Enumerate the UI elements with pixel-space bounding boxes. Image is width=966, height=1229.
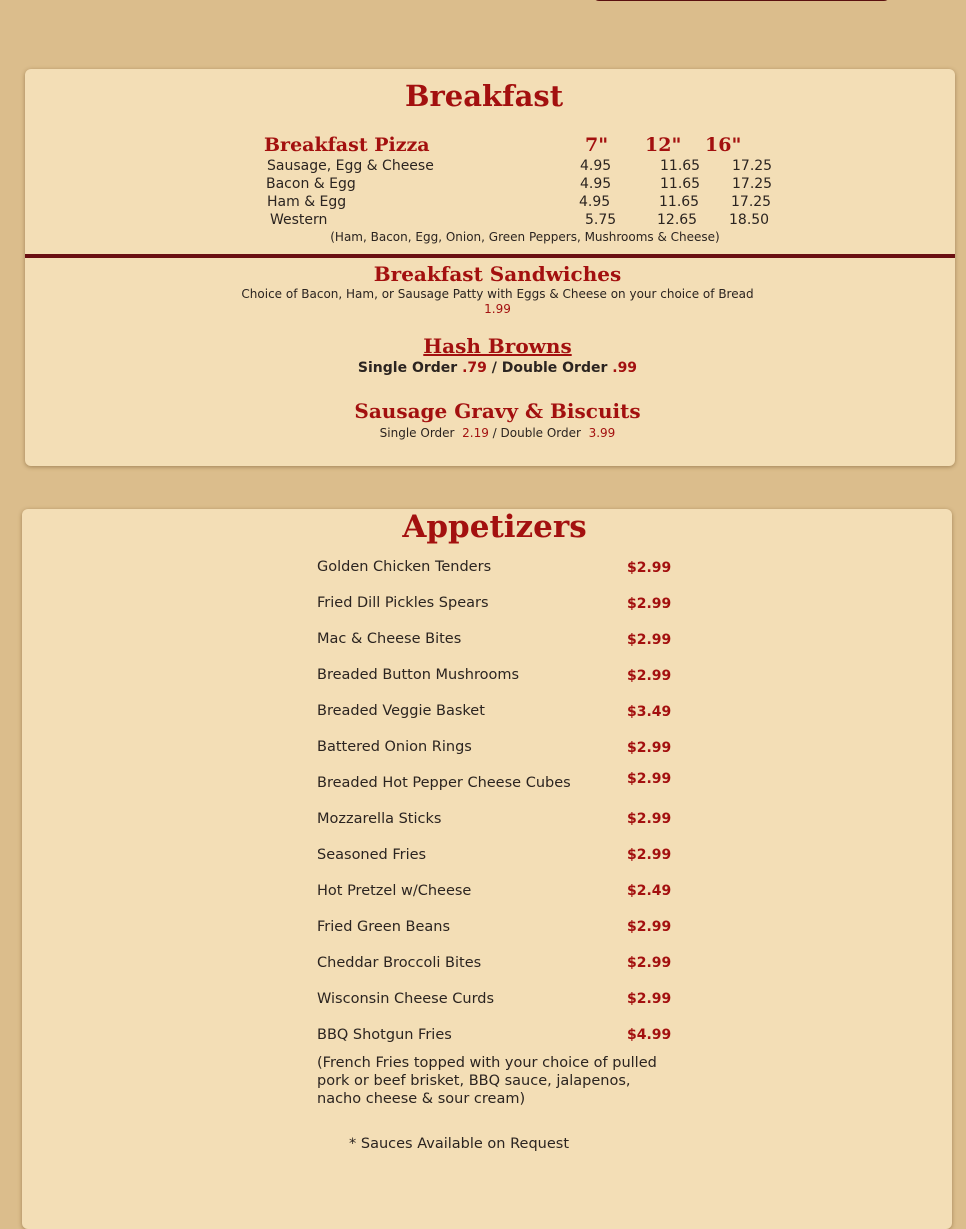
appetizer-price: $2.49 [627,883,672,899]
breakfast-sandwiches-title: Breakfast Sandwiches [373,262,622,286]
appetizer-name: Mac & Cheese Bites [317,631,462,647]
appetizers-title: Appetizers [402,509,587,545]
appetizers-section [22,509,952,1229]
size-header-16: 16" [705,134,742,156]
appetizer-name: Golden Chicken Tenders [317,559,492,575]
hash-separator: / [486,360,502,376]
pizza-price-16: 17.25 [732,176,773,192]
pizza-price-7: 4.95 [579,194,611,210]
gravy-double-price: 3.99 [588,426,616,440]
shotgun-fries-description: (French Fries topped with your choice of pulled pork or beef brisket, BBQ sauce, jalapenos, nacho cheese & sour cream) [317,1055,657,1107]
section-divider [25,254,955,258]
appetizer-price: $2.99 [627,560,672,576]
breakfast-section [25,69,955,466]
gravy-single-label: Single Order [379,426,455,440]
gravy-separator: / [488,426,501,440]
appetizer-name: Breaded Hot Pepper Cheese Cubes [317,775,571,791]
appetizer-name: Mozzarella Sticks [317,811,442,827]
pizza-price-12: 11.65 [660,176,701,192]
gravy-double-label: Double Order [500,426,581,440]
sauces-footnote: * Sauces Available on Request [349,1136,570,1152]
appetizer-name: Battered Onion Rings [317,739,472,755]
pizza-price-7: 4.95 [580,176,612,192]
gravy-prices [25,426,966,440]
appetizer-name: Cheddar Broccoli Bites [317,955,482,971]
western-pizza-note: (Ham, Bacon, Egg, Onion, Green Peppers, Mushrooms & Cheese) [330,230,720,244]
appetizer-name: Fried Dill Pickles Spears [317,595,489,611]
size-header-12: 12" [645,134,682,156]
top-bar [593,0,890,1]
appetizer-price: $2.99 [627,771,672,787]
appetizer-price: $2.99 [627,919,672,935]
appetizer-price: $2.99 [627,955,672,971]
hash-browns-prices [25,360,966,376]
appetizer-price: $2.99 [627,668,672,684]
pizza-price-12: 11.65 [659,194,700,210]
hash-single-label: Single Order [357,360,458,376]
appetizer-price: $2.99 [627,847,672,863]
size-header-7: 7" [585,134,609,156]
appetizer-name: Wisconsin Cheese Curds [317,991,495,1007]
pizza-row-name: Ham & Egg [267,194,347,210]
appetizer-name: BBQ Shotgun Fries [317,1027,452,1043]
pizza-row-name: Bacon & Egg [266,176,356,192]
appetizer-price: $2.99 [627,991,672,1007]
pizza-price-7: 5.75 [585,212,617,228]
appetizer-price: $2.99 [627,596,672,612]
pizza-price-7: 4.95 [580,158,612,174]
appetizer-name: Seasoned Fries [317,847,427,863]
appetizer-price: $3.49 [627,704,672,720]
pizza-row-name: Western [270,212,328,228]
appetizer-name: Breaded Veggie Basket [317,703,485,719]
appetizer-price: $4.99 [627,1027,672,1043]
appetizer-price: $2.99 [627,740,672,756]
appetizer-name: Fried Green Beans [317,919,451,935]
hash-browns-title: Hash Browns [423,334,572,358]
pizza-price-16: 18.50 [729,212,770,228]
pizza-row-name: Sausage, Egg & Cheese [267,158,434,174]
pizza-price-12: 12.65 [657,212,698,228]
appetizer-price: $2.99 [627,632,672,648]
appetizer-price: $2.99 [627,811,672,827]
sandwiches-description: Choice of Bacon, Ham, or Sausage Patty with Eggs & Cheese on your choice of Bread [241,287,754,301]
hash-double-price: .99 [612,360,638,376]
appetizer-name: Breaded Button Mushrooms [317,667,520,683]
hash-double-label: Double Order [501,360,608,376]
gravy-single-price: 2.19 [462,426,489,440]
pizza-price-12: 11.65 [660,158,701,174]
hash-single-price: .79 [462,360,487,376]
breakfast-pizza-title: Breakfast Pizza [264,134,430,156]
appetizer-name: Hot Pretzel w/Cheese [317,883,472,899]
breakfast-title: Breakfast [405,79,564,113]
sandwiches-price: 1.99 [484,302,511,316]
pizza-price-16: 17.25 [732,158,773,174]
pizza-price-16: 17.25 [731,194,772,210]
sausage-gravy-title: Sausage Gravy & Biscuits [354,399,641,423]
